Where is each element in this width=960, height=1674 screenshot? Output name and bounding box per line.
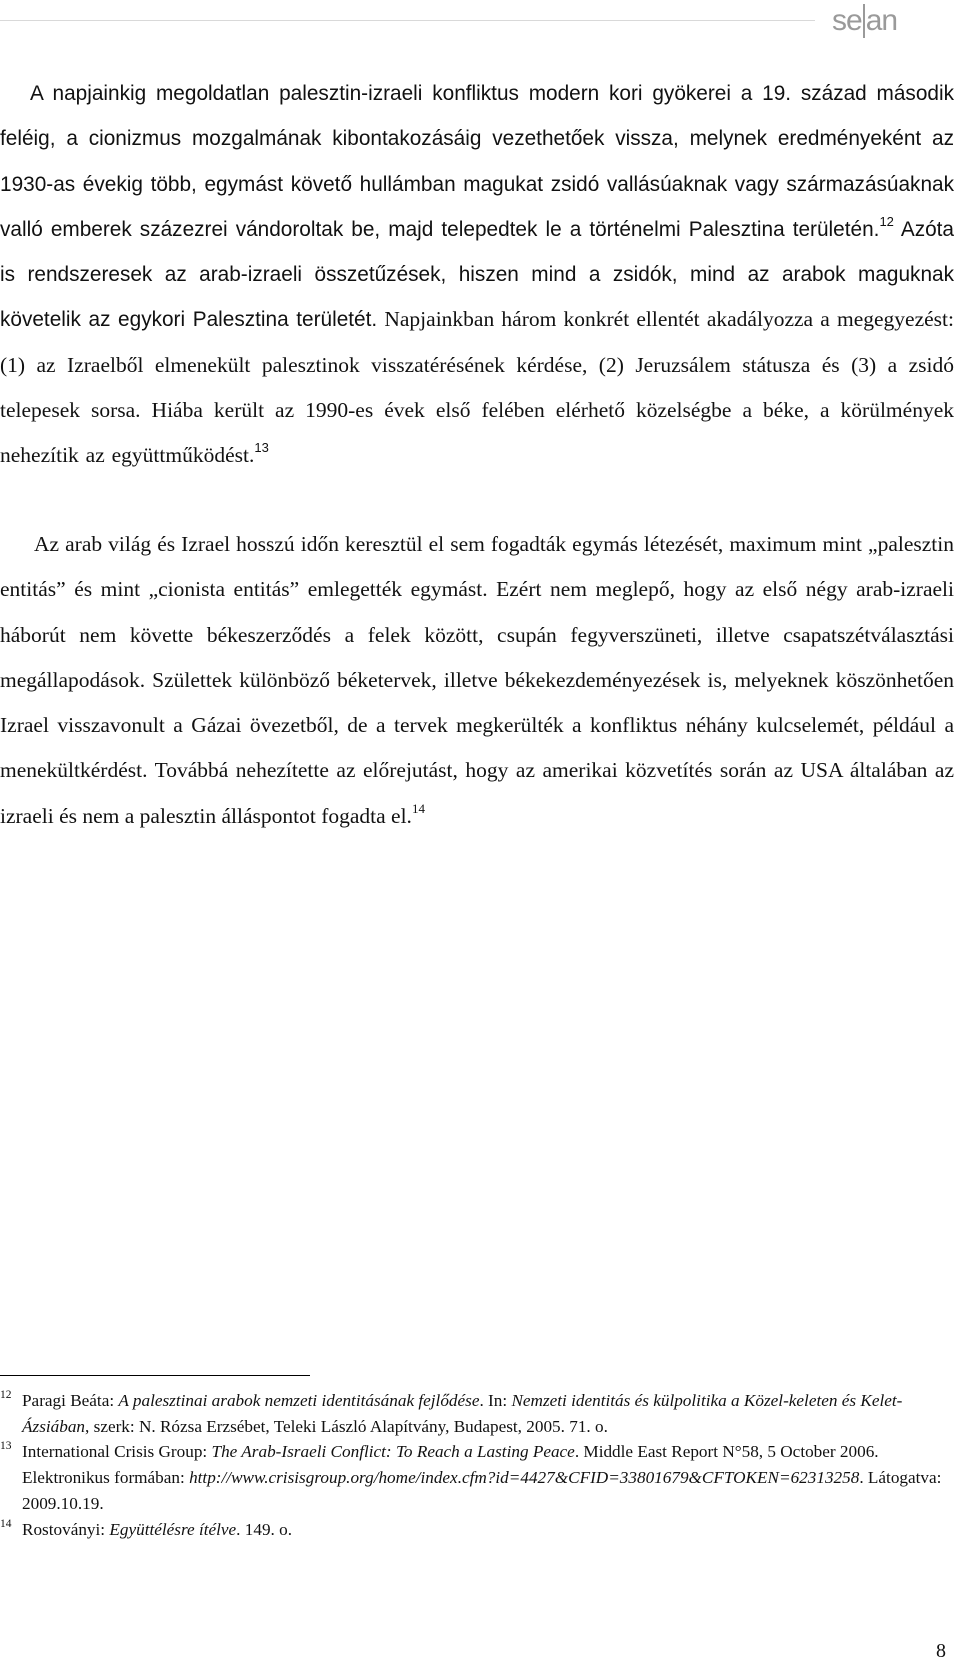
footnote-separator: [0, 1375, 310, 1376]
paragraph-1-text-cont: Azóta is rendszeresek az arab-izraeli összetűzések, hiszen mind a zsidók, mind az arabok maguknak követelik az egykori Palesztina területét.: [0, 217, 955, 332]
footnote-text: Rostoványi:: [22, 1519, 110, 1539]
footnote-ref-12: 12: [879, 213, 894, 229]
footnote-title: Nemzeti identitás és külpolitika a Közel-keleten és Kelet-Ázsiában: [22, 1391, 903, 1436]
footnote-title: A palesztinai arabok nemzeti identitásának fejlődése: [118, 1391, 480, 1410]
footnote-ref-14: 14: [411, 800, 425, 816]
paragraph-2: [0, 522, 954, 839]
page-number: 8: [936, 1640, 946, 1662]
footnote-text: . 149. o.: [236, 1519, 293, 1539]
footnote-13: [0, 1439, 954, 1516]
footnote-text: Paragi Beáta:: [22, 1391, 119, 1410]
footnote-14: [0, 1517, 954, 1543]
footnote-text: . Látogatva: 2009.10.19.: [22, 1468, 942, 1513]
footnote-text: . Middle East Report N°58, 5 October 2006. Elektronikus formában:: [22, 1442, 879, 1488]
footnote-number: 13: [0, 1440, 12, 1453]
footnote-title: The Arab-Israeli Conflict: To Reach a Lasting Peace: [211, 1442, 575, 1462]
footnote-number: 12: [0, 1389, 12, 1401]
footnote-number: 14: [0, 1517, 12, 1530]
logo: [832, 4, 897, 52]
footnote-text: , szerk: N. Rózsa Erzsébet, Teleki László Alapítvány, Budapest, 2005. 71. o.: [85, 1416, 608, 1436]
paragraph-2-text: Az arab világ és Izrael hosszú időn keresztül el sem fogadták egymás létezését, maximum mint „palesztin entitás” és mint „cionista entitás” emlegették egymást. Ezért nem meglepő, hogy az első négy arab-izraeli háborút nem követte békeszerződés a felek között, csupán fegyverszüneti, illetve csapatszétválasztási megállapodások. Születtek különböző béketervek, illetve békekezdeményezések is, melyeknek köszönhetően Izrael visszavonult a Gázai övezetből, de a tervek megkerülték a konfliktus néhány kulcselemét, például a menekültkérdést. Továbbá nehezítette az előrejutást, hogy az amerikai közvetítés során az USA általában az izraeli és nem a palesztin álláspontot fogadta el.: [0, 532, 954, 828]
paragraph-1: [0, 71, 954, 479]
logo-text-left: se: [832, 4, 862, 37]
footnotes: [0, 1388, 954, 1542]
paragraph-1-text-serif: Napjainkban három konkrét ellentét akadályozza a megegyezést: (1) az Izraelből elmenekült palesztinok visszatérésének kérdése, (2) Jeruzsálem státusza és (3) a zsidó telepesek sorsa. Hiába került az 1990-es évek első felében elérhető közelségbe a béke, a körülmények nehezítik az együttműködést.: [0, 307, 954, 468]
logo-text-right: an: [865, 4, 898, 37]
footnote-text: International Crisis Group:: [22, 1442, 212, 1462]
footnote-12: [0, 1388, 954, 1439]
header-rule: [0, 20, 815, 21]
footnote-link[interactable]: http://www.crisisgroup.org/home/index.cfm?id=4427&CFID=33801679&CFTOKEN=62313258: [189, 1468, 860, 1488]
paragraph-1-text: A napjainkig megoldatlan palesztin-izraeli konfliktus modern kori gyökerei a 19. század második feléig, a cionizmus mozgalmának kibontakozásáig vezethetőek vissza, melynek eredményeként az 1930-as évekig több, egymást követő hullámban magukat zsidó vallásúaknak vagy származásúaknak valló emberek százezrei vándoroltak be, majd telepedtek le a történelmi Palesztina területén.: [0, 82, 954, 241]
footnote-text: . In:: [479, 1391, 512, 1410]
logo-bar: [863, 4, 865, 38]
footnote-ref-13: 13: [254, 440, 269, 456]
footnote-title: Együttélésre ítélve: [109, 1519, 237, 1539]
